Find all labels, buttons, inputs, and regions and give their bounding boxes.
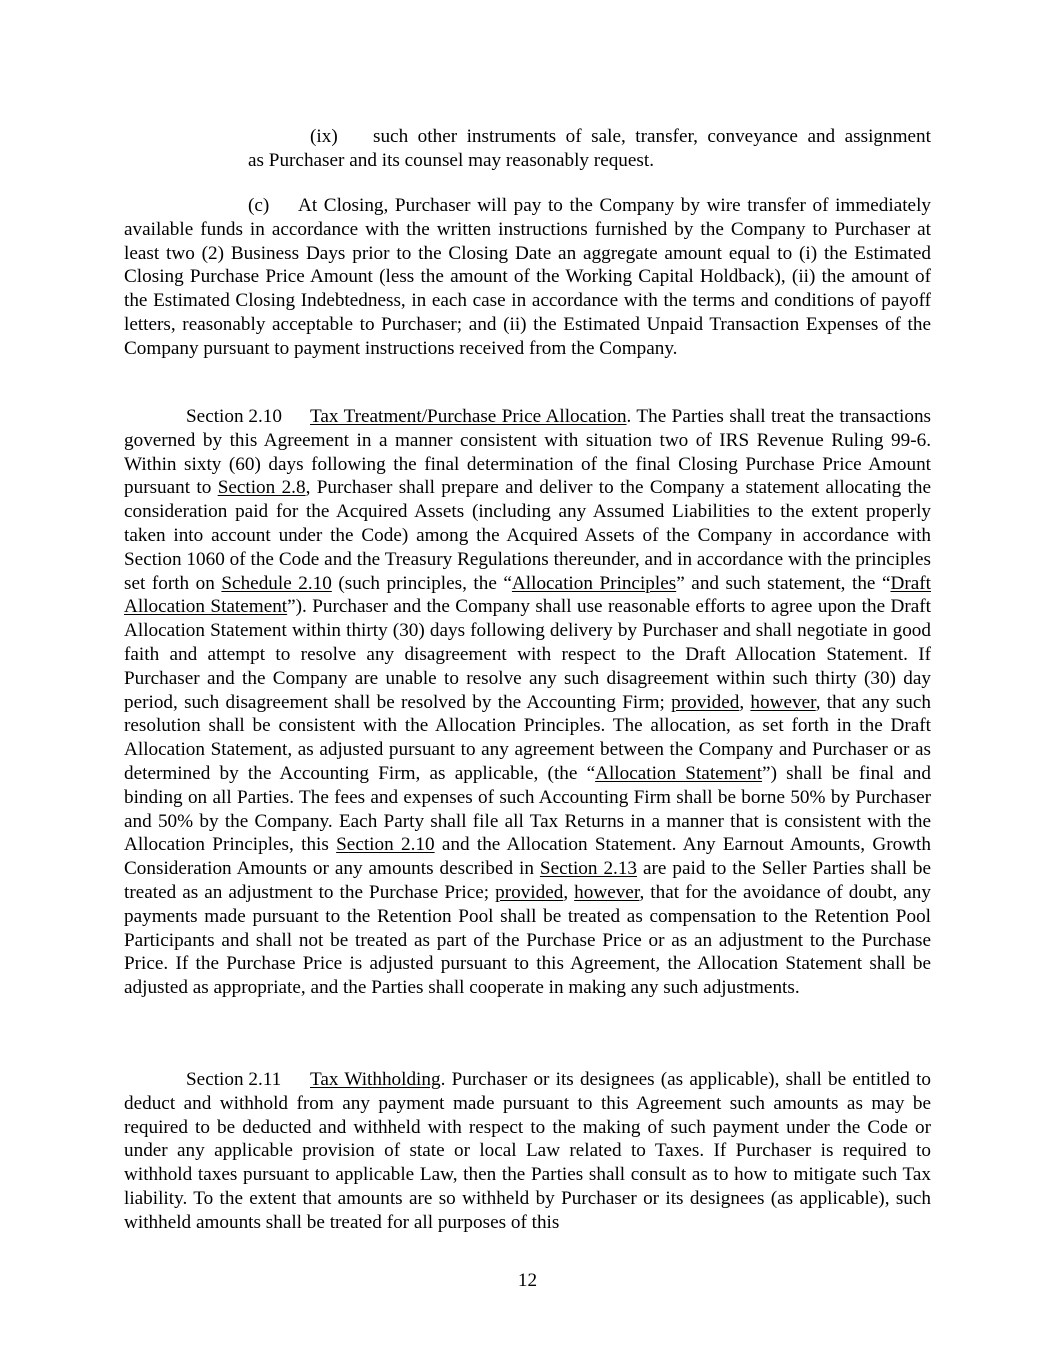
section-2-10-text: , bbox=[563, 881, 575, 903]
section-2-10-text: , that for the avoidance of doubt, any payments made pursuant to the Retention Pool shall be treated as compensation to the Retention Pool Participants and shall not be treated as part of the Purchase Price or as an adjustment to the Purchase Price. If the Purchase Price is adjusted pursuant to this Agreement, the Allocation Statement shall be adjusted as appropriate, and the Parties shall cooperate in making any such adjustments. bbox=[124, 881, 931, 999]
section-2-10-heading: Tax Treatment/Purchase Price Allocation bbox=[310, 406, 627, 427]
clause-ix-line1 bbox=[248, 125, 931, 149]
section-2-11-heading: Tax Withholding bbox=[310, 1069, 441, 1090]
section-2-10-text: , that any such resolution shall be consistent with the Allocation Principles. The allocation, as set forth in the Draft Allocation Statement, as adjusted pursuant to any agreement between the Company and Purchaser or as determined by the Accounting Firm, as applicable, (the “ bbox=[124, 691, 931, 784]
xref-section-2-13: Section 2.13 bbox=[539, 858, 638, 880]
section-2-10-text: are paid to the Seller Parties shall be treated as an adjustment to the Purchase Price; bbox=[124, 858, 931, 903]
term-however: however bbox=[574, 881, 640, 903]
section-2-10-text: ” and such statement, the “ bbox=[676, 572, 891, 594]
clause-c bbox=[124, 194, 931, 361]
section-2-10-text: and the Allocation Statement. Any Earnout Amounts, Growth Consideration Amounts or any amounts described in bbox=[124, 834, 931, 880]
clause-c-label: (c) bbox=[248, 195, 270, 216]
clause-ix-label: (ix) bbox=[310, 126, 338, 147]
xref-section-2-8: Section 2.8 bbox=[217, 477, 306, 499]
section-2-11-number: Section 2.11 bbox=[186, 1069, 282, 1090]
defined-term-allocation-statement: Allocation Statement bbox=[595, 762, 763, 784]
section-2-10-text: , Purchaser shall prepare and deliver to the Company a statement allocating the consideration paid for the Acquired Assets (including any Assumed Liabilities to the extent properly taken into account under the Code) among the Acquired Assets of the Company in accordance with Section 1060 of the Code and the Treasury Regulations thereunder, and in accordance with the principles set forth on bbox=[124, 477, 931, 594]
clause-ix-line2: as Purchaser and its counsel may reasonably request. bbox=[248, 150, 655, 171]
page-number: 12 bbox=[517, 1270, 538, 1291]
term-however: however bbox=[750, 691, 816, 713]
term-provided: provided bbox=[671, 691, 740, 713]
defined-term-draft-allocation-statement: Draft Allocation Statement bbox=[124, 572, 931, 618]
defined-term-allocation-principles: Allocation Principles bbox=[511, 572, 677, 594]
section-2-10-number: Section 2.10 bbox=[186, 406, 282, 427]
section-2-10-text: . The Parties shall treat the transactions governed by this Agreement in a manner consistent with situation two of IRS Revenue Ruling 99-6. Within sixty (60) days following the final determination of the final Closing Purchase Price Amount pursuant to bbox=[124, 406, 932, 499]
section-2-10-text: (such principles, the “ bbox=[331, 572, 512, 594]
section-2-10-text: ”) shall be final and binding on all Parties. The fees and expenses of such Accounting Firm shall be borne 50% by Purchaser and 50% by the Company. Each Party shall file all Tax Returns in a manner that is consistent with the Allocation Principles, this bbox=[124, 762, 931, 856]
xref-section-2-10: Section 2.10 bbox=[336, 834, 435, 856]
section-2-10-text: , bbox=[739, 691, 751, 713]
clause-c-text: At Closing, Purchaser will pay to the Company by wire transfer of immediately available funds in accordance with the written instructions furnished by the Company to Purchaser at least two (2) Business Days prior to the Closing Date an aggregate amount equal to (i) the Estimated Closing Purchase Price Amount (less the amount of the Working Capital Holdback), (ii) the amount of the Estimated Closing Indebtedness, in each case in accordance with the terms and conditions of payoff letters, reasonably acceptable to Purchaser; and (ii) the Estimated Unpaid Transaction Expenses of the Company pursuant to payment instructions received from the Company. bbox=[124, 195, 931, 359]
section-2-11 bbox=[124, 1068, 931, 1235]
section-2-10 bbox=[124, 405, 931, 1000]
term-provided: provided bbox=[495, 881, 564, 903]
xref-schedule-2-10: Schedule 2.10 bbox=[221, 572, 332, 594]
clause-ix-text: such other instruments of sale, transfer, conveyance and assignment bbox=[373, 126, 931, 147]
section-2-10-text: ”). Purchaser and the Company shall use reasonable efforts to agree upon the Draft Allocation Statement within thirty (30) days following delivery by Purchaser and shall negotiate in good faith and attempt to resolve any disagreement with respect to the Draft Allocation Statement. If Purchaser and the Company are unable to resolve any such disagreement within such thirty (30) day period, such disagreement shall be resolved by the Accounting Firm; bbox=[124, 596, 931, 713]
section-2-11-text: . Purchaser or its designees (as applicable), shall be entitled to deduct and withhold from any payment made pursuant to this Agreement such amounts as may be required to be deducted and withheld with respect to the making of such payment under the Code or under any applicable provision of state or local Law related to Taxes. If Purchaser is required to withhold taxes pursuant to applicable Law, then the Parties shall consult as to how to mitigate such Tax liability. To the extent that amounts are so withheld by Purchaser or its designees (as applicable), such withheld amounts shall be treated for all purposes of this bbox=[124, 1069, 931, 1233]
